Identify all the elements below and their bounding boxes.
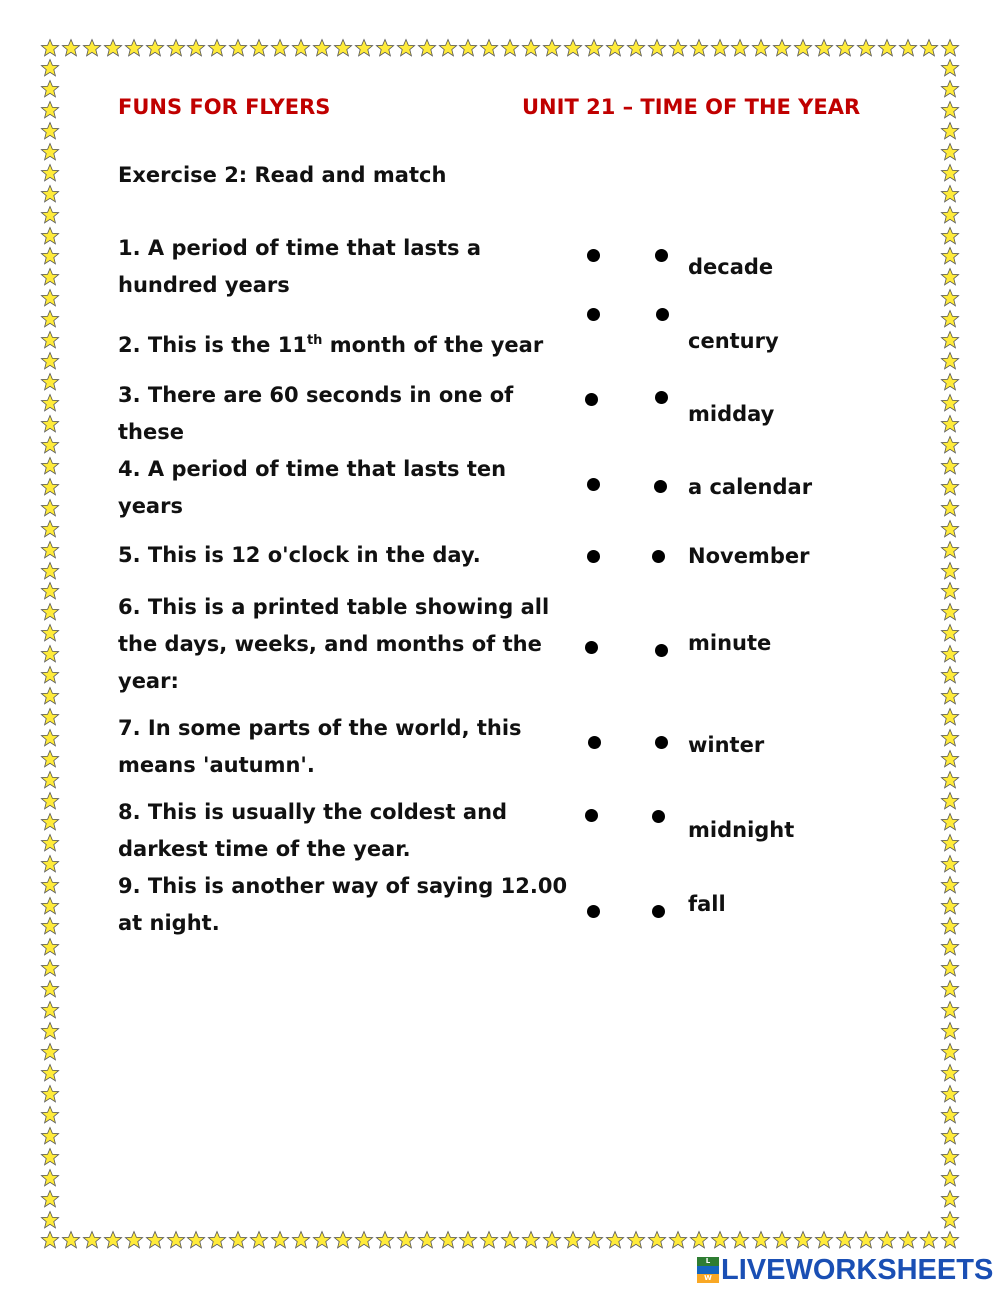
star-icon	[940, 309, 960, 329]
question-4	[118, 451, 506, 525]
star-icon	[40, 435, 60, 455]
star-icon	[40, 1084, 60, 1104]
star-icon	[40, 498, 60, 518]
star-icon	[940, 163, 960, 183]
star-icon	[940, 644, 960, 664]
star-icon	[417, 38, 437, 58]
star-icon	[166, 1230, 186, 1250]
star-icon	[940, 916, 960, 936]
question-1-line-1: 1. A period of time that lasts a	[118, 236, 482, 260]
question-6-line-3: year:	[118, 669, 179, 693]
star-icon	[40, 707, 60, 727]
star-icon	[940, 330, 960, 350]
star-icon	[438, 1230, 458, 1250]
star-icon	[40, 561, 60, 581]
star-icon	[291, 38, 311, 58]
star-icon	[40, 791, 60, 811]
star-icon	[124, 38, 144, 58]
star-icon	[689, 1230, 709, 1250]
question-8-line-1: 8. This is usually the coldest and	[118, 800, 508, 824]
question-7-line-1: 7. In some parts of the world, this	[118, 716, 522, 740]
star-icon	[940, 519, 960, 539]
star-icon	[124, 1230, 144, 1250]
star-icon	[940, 1126, 960, 1146]
liveworksheets-logo-text: LIVEWORKSHEETS	[721, 1253, 994, 1286]
question-3	[118, 377, 513, 451]
star-icon	[249, 1230, 269, 1250]
star-icon	[40, 142, 60, 162]
match-dot-left-4[interactable]	[587, 478, 600, 491]
question-5	[118, 537, 481, 574]
star-icon	[521, 1230, 541, 1250]
question-7	[118, 710, 522, 784]
star-icon	[40, 372, 60, 392]
match-dot-right-3[interactable]	[655, 391, 668, 404]
question-2-superscript: th	[306, 333, 323, 348]
star-icon	[82, 38, 102, 58]
star-icon	[40, 1126, 60, 1146]
match-dot-left-7[interactable]	[588, 736, 601, 749]
star-icon	[40, 121, 60, 141]
match-dot-left-6[interactable]	[585, 641, 598, 654]
question-7-line-2: means 'autumn'.	[118, 753, 315, 777]
star-icon	[40, 770, 60, 790]
match-dot-right-1[interactable]	[655, 249, 668, 262]
match-dot-right-5[interactable]	[652, 550, 665, 563]
star-icon	[584, 1230, 604, 1250]
star-icon	[40, 623, 60, 643]
star-icon	[940, 142, 960, 162]
star-icon	[354, 1230, 374, 1250]
star-icon	[40, 665, 60, 685]
star-icon	[940, 372, 960, 392]
star-icon	[793, 38, 813, 58]
logo-icon-block-middle	[697, 1266, 719, 1275]
star-icon	[40, 351, 60, 371]
star-icon	[207, 1230, 227, 1250]
star-icon	[793, 1230, 813, 1250]
star-icon	[500, 1230, 520, 1250]
star-icon	[940, 540, 960, 560]
star-icon	[940, 1063, 960, 1083]
star-icon	[40, 477, 60, 497]
star-icon	[61, 1230, 81, 1250]
star-icon	[647, 1230, 667, 1250]
question-6	[118, 589, 549, 700]
star-icon	[270, 1230, 290, 1250]
star-icon	[40, 1230, 60, 1250]
star-icon	[40, 1168, 60, 1188]
question-5-line-1: 5. This is 12 o'clock in the day.	[118, 543, 481, 567]
star-icon	[919, 38, 939, 58]
star-icon	[396, 38, 416, 58]
star-icon	[40, 728, 60, 748]
star-icon	[479, 38, 499, 58]
star-icon	[40, 958, 60, 978]
star-icon	[940, 38, 960, 58]
star-icon	[542, 1230, 562, 1250]
answer-decade: decade	[688, 255, 774, 279]
star-icon	[940, 267, 960, 287]
question-3-line-1: 3. There are 60 seconds in one of	[118, 383, 514, 407]
star-icon	[40, 330, 60, 350]
star-icon	[940, 205, 960, 225]
star-icon	[940, 100, 960, 120]
question-6-line-1: 6. This is a printed table showing all	[118, 595, 550, 619]
star-icon	[542, 38, 562, 58]
star-icon	[940, 561, 960, 581]
question-8	[118, 794, 507, 868]
star-icon	[940, 1042, 960, 1062]
star-icon	[584, 38, 604, 58]
star-icon	[940, 351, 960, 371]
star-icon	[898, 38, 918, 58]
star-icon	[898, 1230, 918, 1250]
star-icon	[835, 1230, 855, 1250]
star-icon	[940, 58, 960, 78]
star-icon	[228, 38, 248, 58]
star-icon	[40, 100, 60, 120]
star-icon	[710, 1230, 730, 1250]
star-icon	[940, 1105, 960, 1125]
star-icon	[40, 749, 60, 769]
match-dot-right-8[interactable]	[652, 810, 665, 823]
question-9	[118, 868, 567, 942]
star-icon	[521, 38, 541, 58]
star-icon	[877, 1230, 897, 1250]
star-icon	[40, 1189, 60, 1209]
star-icon	[417, 1230, 437, 1250]
star-icon	[145, 38, 165, 58]
star-icon	[668, 1230, 688, 1250]
star-icon	[563, 1230, 583, 1250]
star-icon	[940, 707, 960, 727]
match-dot-right-6[interactable]	[655, 644, 668, 657]
star-icon	[940, 602, 960, 622]
star-icon	[333, 1230, 353, 1250]
star-icon	[940, 1230, 960, 1250]
match-dot-left-9[interactable]	[587, 905, 600, 918]
star-border-left	[40, 58, 60, 1230]
question-6-line-2: the days, weeks, and months of the	[118, 632, 542, 656]
star-icon	[228, 1230, 248, 1250]
star-icon	[291, 1230, 311, 1250]
star-icon	[458, 38, 478, 58]
logo-icon-letter-w: W	[697, 1274, 719, 1283]
question-1	[118, 230, 481, 304]
star-icon	[40, 686, 60, 706]
star-icon	[814, 38, 834, 58]
star-icon	[940, 749, 960, 769]
question-4-line-2: years	[118, 494, 183, 518]
star-border-top	[40, 38, 960, 58]
star-icon	[940, 728, 960, 748]
star-icon	[940, 875, 960, 895]
question-3-line-2: these	[118, 420, 184, 444]
answer-a-calendar: a calendar	[688, 475, 813, 499]
match-dot-right-2[interactable]	[656, 308, 669, 321]
star-icon	[40, 644, 60, 664]
star-icon	[940, 1189, 960, 1209]
star-border-right	[940, 58, 960, 1230]
answer-fall: fall	[688, 892, 726, 916]
logo-icon-letter-l: L	[697, 1257, 719, 1266]
star-icon	[856, 1230, 876, 1250]
match-dot-right-9[interactable]	[652, 905, 665, 918]
match-dot-right-4[interactable]	[654, 480, 667, 493]
star-icon	[40, 1147, 60, 1167]
star-icon	[40, 79, 60, 99]
star-icon	[270, 38, 290, 58]
star-icon	[479, 1230, 499, 1250]
question-2	[118, 322, 543, 364]
star-icon	[940, 477, 960, 497]
star-icon	[40, 246, 60, 266]
star-icon	[375, 1230, 395, 1250]
star-icon	[40, 581, 60, 601]
star-icon	[940, 1084, 960, 1104]
question-2-text: 2. This is the 11	[118, 333, 307, 357]
star-icon	[814, 1230, 834, 1250]
star-icon	[40, 184, 60, 204]
match-dot-right-7[interactable]	[655, 736, 668, 749]
match-dot-left-5[interactable]	[587, 550, 600, 563]
star-icon	[940, 1021, 960, 1041]
star-icon	[940, 623, 960, 643]
exercise-instruction: Exercise 2: Read and match	[118, 163, 447, 187]
match-dot-left-1[interactable]	[587, 249, 600, 262]
star-icon	[940, 1000, 960, 1020]
star-icon	[40, 393, 60, 413]
star-icon	[186, 38, 206, 58]
star-icon	[563, 38, 583, 58]
star-icon	[40, 205, 60, 225]
liveworksheets-logo	[697, 1255, 993, 1285]
star-icon	[333, 38, 353, 58]
star-icon	[103, 1230, 123, 1250]
star-icon	[940, 121, 960, 141]
star-icon	[940, 456, 960, 476]
star-icon	[940, 393, 960, 413]
star-icon	[61, 38, 81, 58]
star-icon	[312, 38, 332, 58]
star-icon	[103, 38, 123, 58]
star-icon	[82, 1230, 102, 1250]
star-icon	[626, 38, 646, 58]
star-icon	[40, 288, 60, 308]
star-icon	[145, 1230, 165, 1250]
star-icon	[772, 38, 792, 58]
star-icon	[626, 1230, 646, 1250]
star-icon	[438, 38, 458, 58]
star-icon	[40, 456, 60, 476]
star-icon	[940, 1168, 960, 1188]
match-dot-left-2[interactable]	[587, 308, 600, 321]
star-icon	[689, 38, 709, 58]
star-icon	[458, 1230, 478, 1250]
star-icon	[40, 1000, 60, 1020]
star-icon	[354, 38, 374, 58]
star-icon	[856, 38, 876, 58]
answer-november: November	[688, 544, 810, 568]
star-icon	[940, 791, 960, 811]
liveworksheets-logo-icon	[697, 1257, 719, 1283]
star-icon	[940, 937, 960, 957]
star-border-bottom	[40, 1230, 960, 1250]
star-icon	[940, 1210, 960, 1230]
star-icon	[940, 498, 960, 518]
star-icon	[751, 38, 771, 58]
question-8-line-2: darkest time of the year.	[118, 837, 411, 861]
star-icon	[647, 38, 667, 58]
star-icon	[940, 770, 960, 790]
star-icon	[940, 288, 960, 308]
star-icon	[40, 267, 60, 287]
star-icon	[40, 937, 60, 957]
star-icon	[40, 602, 60, 622]
star-icon	[940, 1147, 960, 1167]
star-icon	[40, 916, 60, 936]
star-icon	[40, 812, 60, 832]
star-icon	[312, 1230, 332, 1250]
star-icon	[40, 833, 60, 853]
star-icon	[940, 896, 960, 916]
match-dot-left-3[interactable]	[585, 393, 598, 406]
star-icon	[40, 1042, 60, 1062]
star-icon	[940, 812, 960, 832]
star-icon	[940, 581, 960, 601]
star-icon	[40, 38, 60, 58]
answer-midday: midday	[688, 402, 775, 426]
star-icon	[940, 854, 960, 874]
question-1-line-2: hundred years	[118, 273, 290, 297]
star-icon	[940, 226, 960, 246]
question-9-line-1: 9. This is another way of saying 12.00	[118, 874, 568, 898]
star-icon	[186, 1230, 206, 1250]
star-icon	[751, 1230, 771, 1250]
question-4-line-1: 4. A period of time that lasts ten	[118, 457, 507, 481]
star-icon	[500, 38, 520, 58]
star-icon	[710, 38, 730, 58]
star-icon	[40, 1063, 60, 1083]
star-icon	[40, 519, 60, 539]
star-icon	[40, 226, 60, 246]
star-icon	[40, 58, 60, 78]
star-icon	[668, 38, 688, 58]
star-icon	[919, 1230, 939, 1250]
answer-minute: minute	[688, 631, 772, 655]
star-icon	[605, 38, 625, 58]
star-icon	[877, 38, 897, 58]
star-icon	[40, 163, 60, 183]
worksheet-series-title: FUNS FOR FLYERS	[118, 95, 331, 119]
star-icon	[40, 1021, 60, 1041]
star-icon	[40, 1210, 60, 1230]
star-icon	[940, 414, 960, 434]
star-icon	[40, 414, 60, 434]
star-icon	[940, 686, 960, 706]
question-2-text-end: month of the year	[322, 333, 544, 357]
star-icon	[940, 246, 960, 266]
star-icon	[730, 1230, 750, 1250]
star-icon	[396, 1230, 416, 1250]
unit-title: UNIT 21 – TIME OF THE YEAR	[522, 95, 861, 119]
star-icon	[166, 38, 186, 58]
star-icon	[940, 184, 960, 204]
match-dot-left-8[interactable]	[585, 809, 598, 822]
star-icon	[605, 1230, 625, 1250]
star-icon	[940, 958, 960, 978]
star-icon	[40, 1105, 60, 1125]
star-icon	[249, 38, 269, 58]
star-icon	[940, 435, 960, 455]
star-icon	[730, 38, 750, 58]
star-icon	[40, 875, 60, 895]
star-icon	[40, 896, 60, 916]
star-icon	[40, 309, 60, 329]
star-icon	[40, 540, 60, 560]
star-icon	[207, 38, 227, 58]
star-icon	[940, 979, 960, 999]
star-icon	[940, 833, 960, 853]
answer-midnight: midnight	[688, 818, 795, 842]
star-icon	[772, 1230, 792, 1250]
star-icon	[375, 38, 395, 58]
answer-winter: winter	[688, 733, 765, 757]
star-icon	[40, 979, 60, 999]
star-icon	[40, 854, 60, 874]
star-icon	[835, 38, 855, 58]
star-icon	[940, 79, 960, 99]
question-9-line-2: at night.	[118, 911, 220, 935]
answer-century: century	[688, 329, 779, 353]
star-icon	[940, 665, 960, 685]
